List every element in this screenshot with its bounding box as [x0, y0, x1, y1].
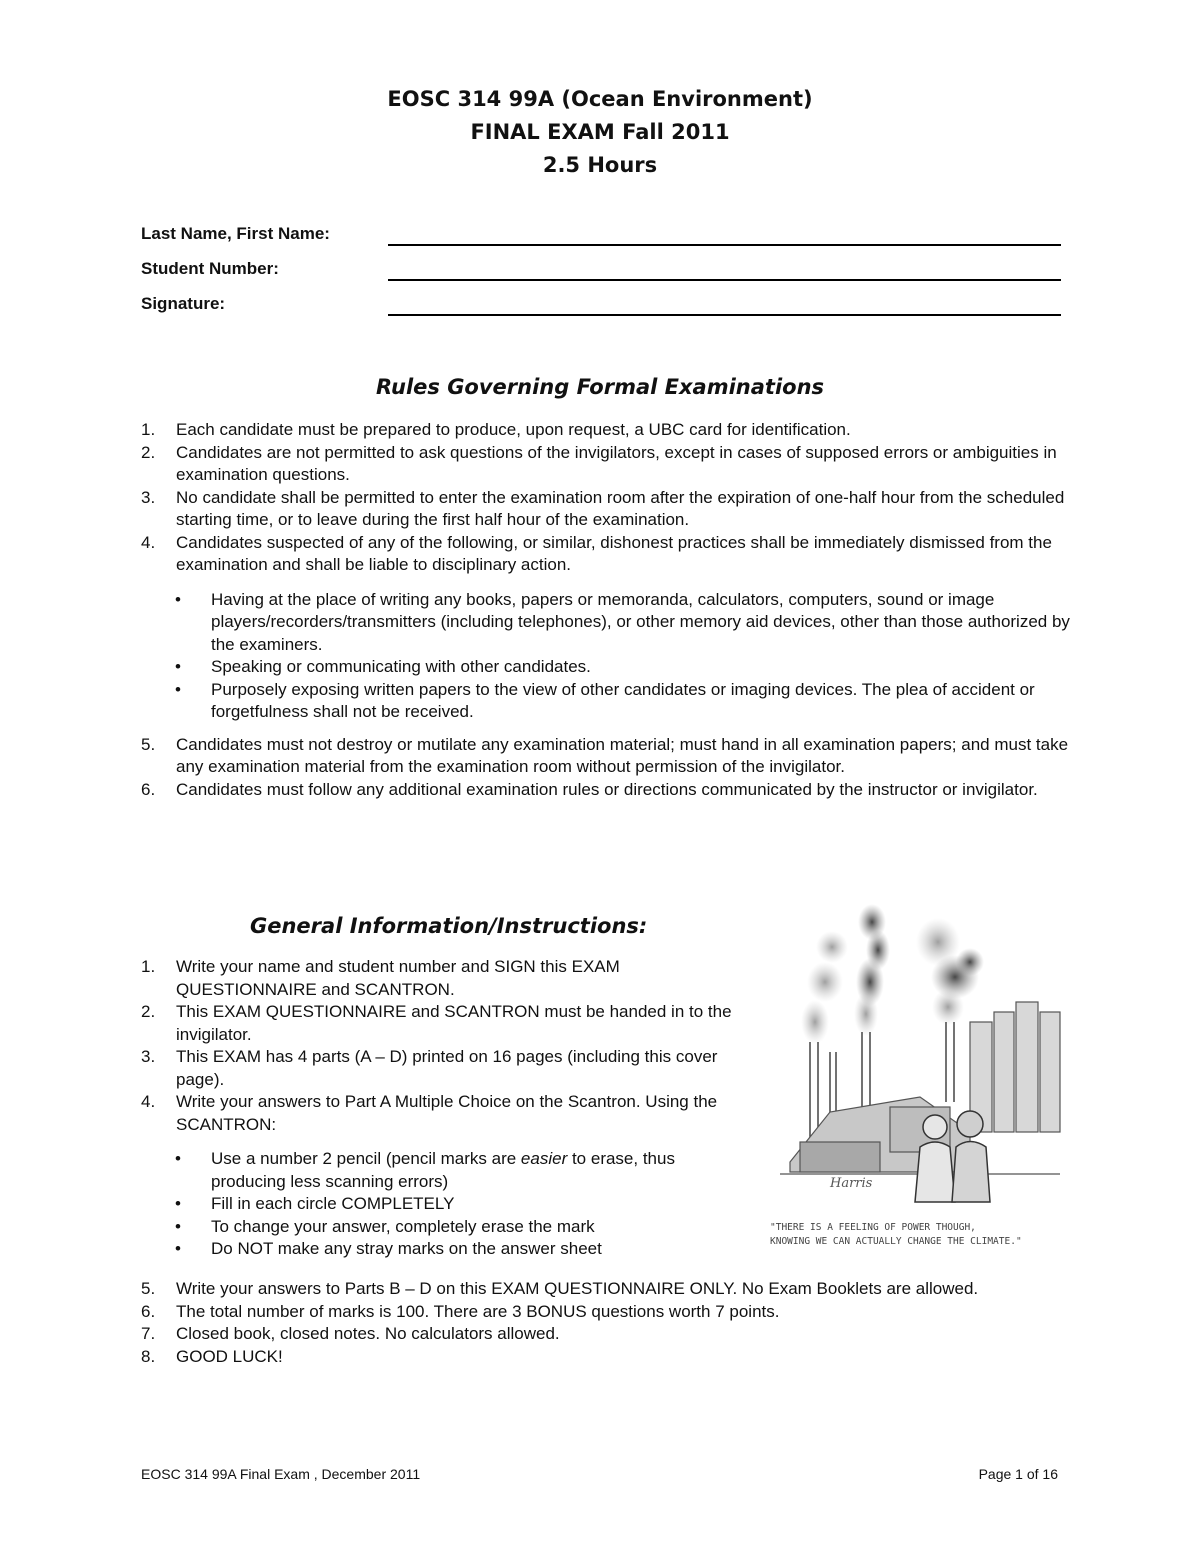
rule-text: Candidates must follow any additional examination rules or directions communicated by the instructor or invigilator.	[176, 779, 1038, 799]
rule-number: 6.	[141, 779, 156, 799]
student-info-fields	[141, 224, 1061, 329]
rule-text: Candidates are not permitted to ask questions of the invigilators, except in cases of supposed errors or ambiguities in examination questions.	[176, 442, 1057, 484]
instruction-number: 4.	[141, 1092, 156, 1111]
bullet-item	[141, 1216, 751, 1239]
general-info-list-continued	[141, 1278, 1071, 1368]
instruction-number: 5.	[141, 1279, 156, 1298]
rule-item	[141, 487, 1071, 532]
instruction-item	[141, 1323, 1071, 1346]
bullet-text: Purposely exposing written papers to the view of other candidates or imaging devices. The plea of accident or forgetfulness shall not be received.	[211, 679, 1035, 721]
rule-item	[141, 779, 1071, 802]
rule-number: 4.	[141, 532, 156, 552]
bullet-item	[141, 589, 1071, 657]
instruction-number: 3.	[141, 1047, 156, 1066]
bullet-icon: •	[175, 679, 181, 699]
instruction-item	[141, 1001, 751, 1046]
bullet-icon: •	[175, 657, 181, 676]
instruction-text: Write your answers to Part A Multiple Choice on the Scantron. Using the SCANTRON:	[176, 1092, 718, 1134]
bullet-text-part: to erase, thus producing less scanning errors)	[211, 1149, 675, 1191]
instruction-number: 1.	[141, 957, 156, 976]
instruction-text: Closed book, closed notes. No calculators allowed.	[176, 1324, 560, 1343]
student-number-field-row	[141, 259, 1061, 294]
student-number-label: Student Number:	[141, 259, 279, 278]
general-info-heading: General Information/Instructions:	[250, 914, 648, 938]
footer-course-info: EOSC 314 99A Final Exam , December 2011	[141, 1466, 421, 1482]
smoke-plumes	[801, 904, 984, 1044]
exam-title-block	[0, 83, 1200, 182]
signature-line	[388, 314, 1061, 316]
rule-item	[141, 419, 1071, 442]
instruction-text: Write your name and student number and SIGN this EXAM QUESTIONNAIRE and SCANTRON.	[176, 957, 620, 999]
instruction-text: Write your answers to Parts B – D on this EXAM QUESTIONNAIRE ONLY. No Exam Booklets are allowed.	[176, 1279, 979, 1298]
bullet-item	[141, 1238, 751, 1261]
rule-text: Each candidate must be prepared to produce, upon request, a UBC card for identification.	[176, 420, 851, 439]
instruction-number: 2.	[141, 1002, 156, 1021]
student-number-line	[388, 279, 1061, 281]
rule-item	[141, 734, 1071, 779]
instruction-number: 6.	[141, 1301, 156, 1321]
bullet-text-emphasis: easier	[520, 1149, 568, 1168]
bullet-item	[141, 1193, 751, 1216]
instruction-text: This EXAM QUESTIONNAIRE and SCANTRON must be handed in to the invigilator.	[176, 1002, 732, 1044]
bullet-icon: •	[175, 589, 181, 609]
rule-text: Candidates suspected of any of the following, or similar, dishonest practices shall be immediately dismissed from the examination and shall be liable to disciplinary action.	[176, 532, 1052, 574]
dishonest-practices-list	[141, 589, 1071, 724]
bullet-icon: •	[175, 1194, 181, 1213]
bullet-item	[141, 1148, 751, 1193]
general-info-list	[141, 956, 751, 1271]
bullet-text: Do NOT make any stray marks on the answer sheet	[211, 1239, 602, 1258]
instruction-item	[141, 1091, 751, 1136]
bullet-text: Fill in each circle COMPLETELY	[211, 1194, 455, 1213]
bullet-text	[211, 1149, 675, 1191]
name-label: Last Name, First Name:	[141, 224, 330, 243]
footer-page-number: Page 1 of 16	[978, 1466, 1058, 1482]
instruction-text: This EXAM has 4 parts (A – D) printed on 16 pages (including this cover page).	[176, 1047, 718, 1089]
instruction-item	[141, 1046, 751, 1091]
signature-field-row	[141, 294, 1061, 329]
instruction-item	[141, 1278, 1071, 1301]
rule-number: 1.	[141, 420, 156, 439]
instruction-text: The total number of marks is 100. There are 3 BONUS questions worth 7 points.	[176, 1301, 780, 1321]
cartoon-caption-line2: KNOWING WE CAN ACTUALLY CHANGE THE CLIMATE."	[770, 1236, 1022, 1247]
rule-text: No candidate shall be permitted to enter the examination room after the expiration of one-half hour from the scheduled starting time, or to leave during the first half hour of the examination.	[176, 487, 1065, 529]
instruction-item	[141, 956, 751, 1001]
cartoon-illustration	[770, 902, 1070, 1252]
signature-label: Signature:	[141, 294, 226, 313]
rule-number: 3.	[141, 487, 156, 507]
scantron-bullets	[141, 1148, 751, 1261]
instruction-item	[141, 1301, 1071, 1324]
bullet-text: Speaking or communicating with other candidates.	[211, 657, 591, 676]
bullet-item	[141, 656, 1071, 679]
rule-number: 2.	[141, 442, 156, 462]
bullet-icon: •	[175, 1239, 181, 1258]
bullet-text: Having at the place of writing any books, papers or memoranda, calculators, computers, sound or image players/recorders/transmitters (including telephones), or other memory aid devices, other than those authorized by the examiners.	[211, 589, 1070, 654]
rule-number: 5.	[141, 734, 156, 754]
course-title: EOSC 314 99A (Ocean Environment)	[387, 87, 813, 111]
rule-item	[141, 442, 1071, 487]
bullet-item	[141, 679, 1071, 724]
instruction-item	[141, 1346, 1071, 1369]
climate-cartoon	[770, 902, 1070, 1252]
rules-heading: Rules Governing Formal Examinations	[375, 375, 825, 399]
instruction-number: 7.	[141, 1324, 156, 1343]
bullet-text: To change your answer, completely erase the mark	[211, 1216, 595, 1236]
rule-item	[141, 532, 1071, 577]
cartoonist-signature: Harris	[830, 1176, 873, 1191]
rule-text: Candidates must not destroy or mutilate any examination material; must hand in all examination papers; and must take any examination material from the examination room without permission of the invigilator.	[176, 734, 1069, 776]
instruction-text: GOOD LUCK!	[176, 1346, 283, 1366]
rules-list	[141, 419, 1071, 801]
cartoon-caption-line1: "THERE IS A FEELING OF POWER THOUGH,	[770, 1222, 976, 1233]
bullet-icon: •	[175, 1149, 181, 1168]
name-line	[388, 244, 1061, 246]
exam-duration: 2.5 Hours	[542, 153, 658, 177]
exam-title: FINAL EXAM Fall 2011	[470, 120, 730, 144]
instruction-number: 8.	[141, 1346, 156, 1366]
bullet-icon: •	[175, 1216, 181, 1236]
bullet-text-part: Use a number 2 pencil (pencil marks are	[211, 1149, 521, 1168]
name-field-row	[141, 224, 1061, 259]
